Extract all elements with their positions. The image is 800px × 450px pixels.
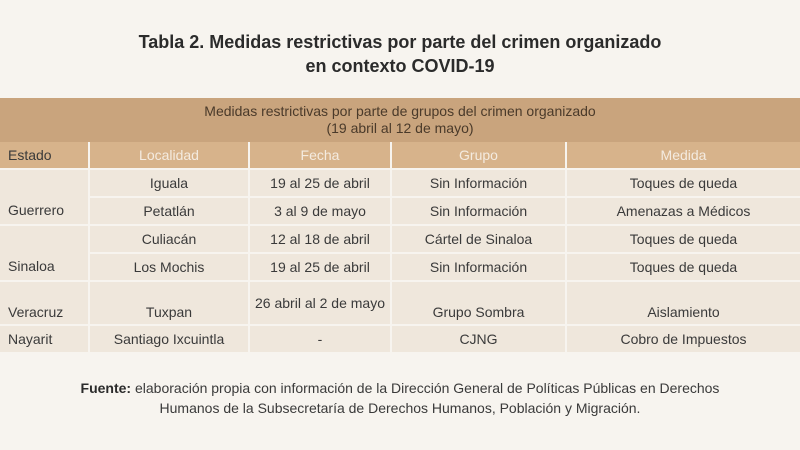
source-text-2: Humanos de la Subsecretaría de Derechos Humanos, Población y Migración. xyxy=(159,400,641,416)
estado-cell: Nayarit xyxy=(0,326,90,354)
grupo-cell: Sin Información xyxy=(392,170,567,198)
title-line-2: en contexto COVID-19 xyxy=(305,56,495,76)
header-grupo: Grupo xyxy=(392,142,567,170)
grupo-cell: Sin Información xyxy=(392,198,567,226)
fecha-cell: 26 abril al 2 de mayo xyxy=(250,282,392,326)
table-row xyxy=(90,198,800,226)
localidad-cell: Santiago Ixcuintla xyxy=(90,326,250,354)
table-row xyxy=(90,226,800,254)
data-table xyxy=(0,98,800,354)
medida-cell: Toques de queda xyxy=(567,226,800,254)
grupo-cell: CJNG xyxy=(392,326,567,354)
localidad-cell: Los Mochis xyxy=(90,254,250,282)
group-guerrero xyxy=(0,170,800,226)
fecha-cell: 19 al 25 de abril xyxy=(250,254,392,282)
medida-cell: Toques de queda xyxy=(567,170,800,198)
localidad-cell: Iguala xyxy=(90,170,250,198)
group-sinaloa xyxy=(0,226,800,282)
caption-line-1: Medidas restrictivas por parte de grupos del crimen organizado xyxy=(204,103,596,119)
localidad-cell: Petatlán xyxy=(90,198,250,226)
table-row xyxy=(0,326,800,354)
medida-cell: Aislamiento xyxy=(567,282,800,326)
table-row xyxy=(0,282,800,326)
medida-cell: Cobro de Impuestos xyxy=(567,326,800,354)
fecha-cell: 12 al 18 de abril xyxy=(250,226,392,254)
table-caption xyxy=(0,98,800,142)
source-line-1 xyxy=(0,378,800,398)
grupo-cell: Sin Información xyxy=(392,254,567,282)
localidad-cell: Culiacán xyxy=(90,226,250,254)
source-text-1: elaboración propia con información de la Dirección General de Políticas Públicas en Derechos xyxy=(135,380,720,396)
source-note xyxy=(0,378,800,418)
fecha-cell: - xyxy=(250,326,392,354)
table-row xyxy=(90,254,800,282)
title-line-1: Tabla 2. Medidas restrictivas por parte del crimen organizado xyxy=(138,32,662,52)
fecha-cell: 3 al 9 de mayo xyxy=(250,198,392,226)
estado-cell: Guerrero xyxy=(0,170,90,226)
header-estado: Estado xyxy=(0,142,90,170)
medida-cell: Toques de queda xyxy=(567,254,800,282)
medida-cell: Amenazas a Médicos xyxy=(567,198,800,226)
table-row xyxy=(90,170,800,198)
header-row xyxy=(0,142,800,170)
header-medida: Medida xyxy=(567,142,800,170)
source-label: Fuente: xyxy=(80,380,132,396)
grupo-cell: Cártel de Sinaloa xyxy=(392,226,567,254)
estado-cell: Sinaloa xyxy=(0,226,90,282)
fecha-cell: 19 al 25 de abril xyxy=(250,170,392,198)
localidad-cell: Tuxpan xyxy=(90,282,250,326)
table-title xyxy=(0,30,800,78)
header-localidad: Localidad xyxy=(90,142,250,170)
estado-cell: Veracruz xyxy=(0,282,90,326)
caption-line-2: (19 abril al 12 de mayo) xyxy=(326,120,474,136)
header-fecha: Fecha xyxy=(250,142,392,170)
grupo-cell: Grupo Sombra xyxy=(392,282,567,326)
